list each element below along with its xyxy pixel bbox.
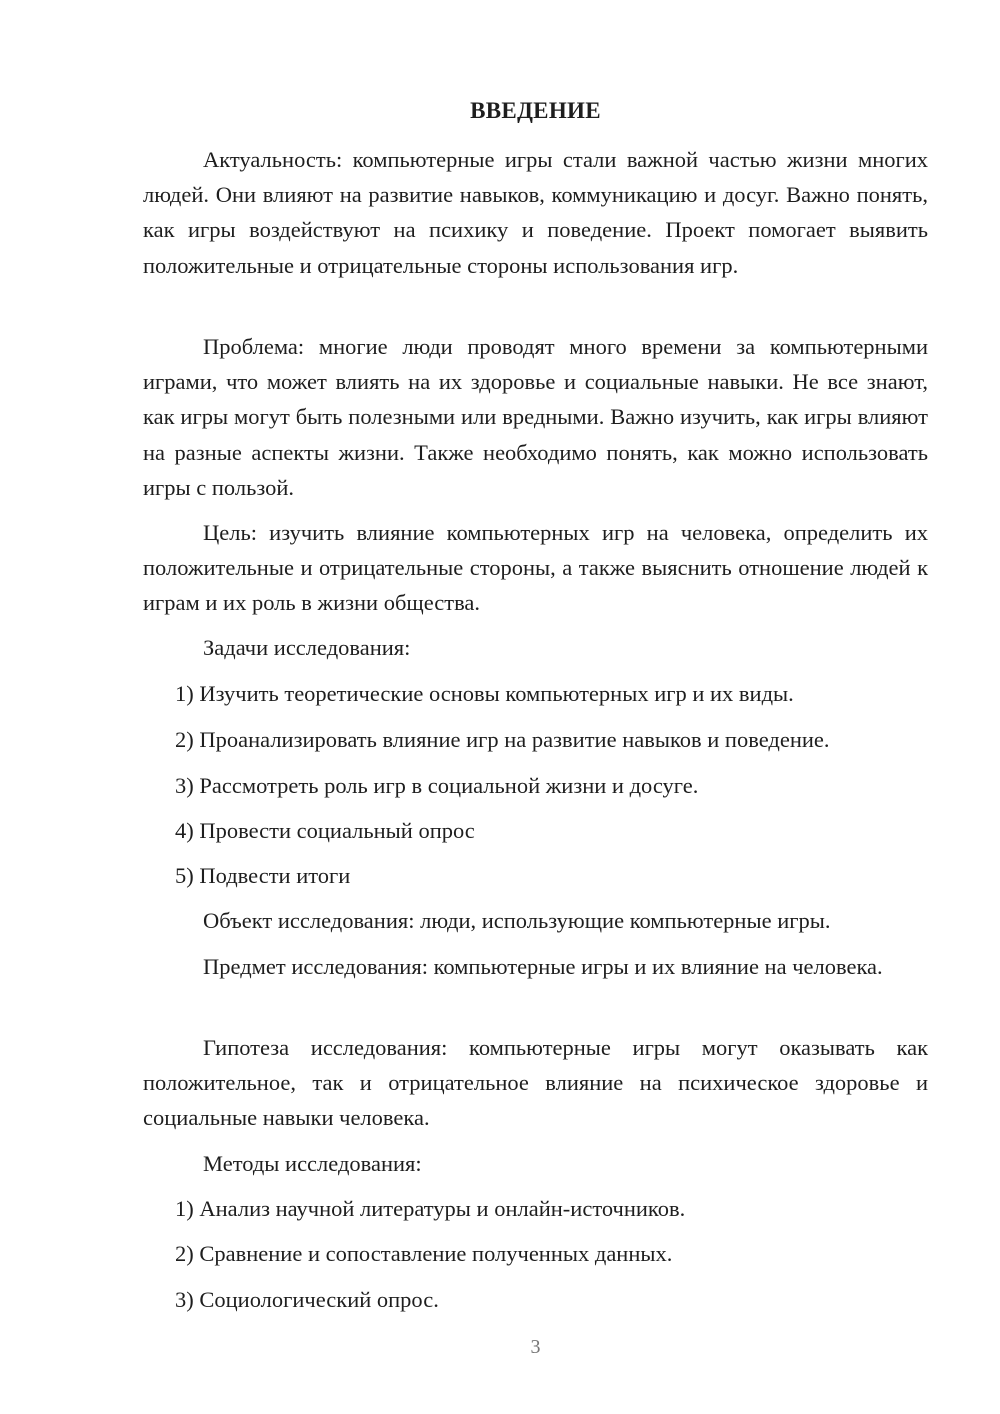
page-number: 3 xyxy=(530,1336,541,1358)
paragraph-goal: Цель: изучить влияние компьютерных игр на человека, определить их положительные и отрицательные стороны, а также выяснить отношение людей к играм и их роль в жизни общества. xyxy=(143,520,928,616)
method-item: 2) Сравнение и сопоставление полученных данных. xyxy=(175,1241,673,1266)
method-item: 3) Социологический опрос. xyxy=(175,1287,439,1312)
paragraph-hypothesis: Гипотеза исследования: компьютерные игры могут оказывать как положительное, так и отрицательное влияние на психическое здоровье и социальные навыки человека. xyxy=(143,1035,928,1131)
paragraph-problem: Проблема: многие люди проводят много времени за компьютерными играми, что может влиять на их здоровье и социальные навыки. Не все знают, как игры могут быть полезными или вредными. Важно изучить, как игры влияют на разные аспекты жизни. Также необходимо понять, как можно использовать игры с пользой. xyxy=(143,334,928,500)
tasks-heading: Задачи исследования: xyxy=(203,635,411,660)
page-title: ВВЕДЕНИЕ xyxy=(470,98,601,123)
paragraph-relevance: Актуальность: компьютерные игры стали важной частью жизни многих людей. Они влияют на развитие навыков, коммуникацию и досуг. Важно понять, как игры воздействуют на психику и поведение. Проект помогает выявить положительные и отрицательные стороны использования игр. xyxy=(143,147,928,278)
task-item: 2) Проанализировать влияние игр на развитие навыков и поведение. xyxy=(175,727,830,752)
task-item: 1) Изучить теоретические основы компьютерных игр и их виды. xyxy=(175,681,794,706)
paragraph-subject: Предмет исследования: компьютерные игры и их влияние на человека. xyxy=(203,954,883,979)
document-page xyxy=(143,0,928,1414)
task-item: 5) Подвести итоги xyxy=(175,863,351,888)
paragraph-object: Объект исследования: люди, использующие компьютерные игры. xyxy=(203,908,831,933)
method-item: 1) Анализ научной литературы и онлайн-источников. xyxy=(175,1196,686,1221)
methods-heading: Методы исследования: xyxy=(203,1151,422,1176)
task-item: 4) Провести социальный опрос xyxy=(175,818,475,843)
task-item: 3) Рассмотреть роль игр в социальной жизни и досуге. xyxy=(175,773,699,798)
